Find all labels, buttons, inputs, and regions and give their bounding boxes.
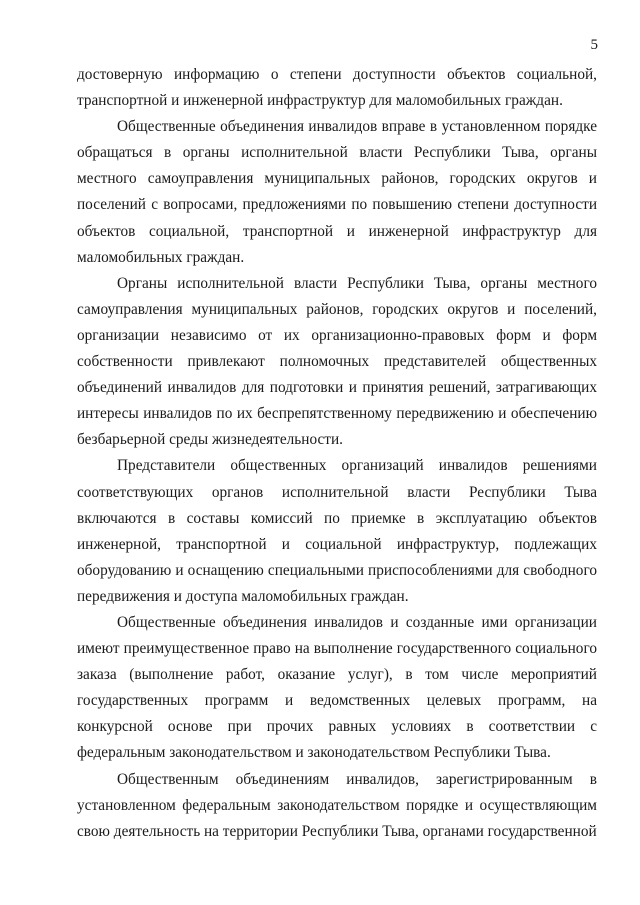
paragraph-public-associations-appeal: Общественные объединения инвалидов вправе в установленном порядке обращаться в органы исполнительной власти Республики Тыва, органы местного самоуправления муниципальных районов, городских округов и поселений с вопросами, предложениями по повышению степени доступности объектов социальной, транспортной и инженерной инфраструктур для маломобильных граждан. <box>77 118 597 266</box>
paragraph-registered-associations: Общественным объединениям инвалидов, зарегистрированным в установленном федеральным законодательством порядке и осуществляющим свою деятельность на территории Республики Тыва, органами государственной <box>77 770 597 840</box>
page-number: 5 <box>590 37 598 53</box>
paragraph-continuation: достоверную информацию о степени доступности объектов социальной, транспортной и инженерной инфраструктур для маломобильных граждан. <box>77 66 597 110</box>
paragraph-preferential-right: Общественные объединения инвалидов и созданные ими организации имеют преимущественное право на выполнение государственного социального заказа (выполнение работ, оказание услуг), в том числе мероприятий государственных программ и ведомственных целевых программ, на конкурсной основе при прочих равных условиях в соответствии с федеральным законодательством и законодательством Республики Тыва. <box>77 613 597 762</box>
paragraph-commission-membership: Представители общественных организаций инвалидов решениями соответствующих органов исполнительной власти Республики Тыва включаются в составы комиссий по приемке в эксплуатацию объектов инженерной, транспортной и социальной инфраструктур, подлежащих оборудованию и оснащению специальными приспособлениями для свободного передвижения и доступа маломобильных граждан. <box>77 457 597 605</box>
paragraph-authorities-involve-representatives: Органы исполнительной власти Республики Тыва, органы местного самоуправления муниципальных районов, городских округов и поселений, организации независимо от их организационно-правовых форм и форм собственности привлекают полномочных представителей общественных объединений инвалидов для подготовки и принятия решений, затрагивающих интересы инвалидов по их беспрепятственному передвижению и обеспечению безбарьерной среды жизнедеятельности. <box>77 274 597 449</box>
document-body <box>77 62 597 845</box>
